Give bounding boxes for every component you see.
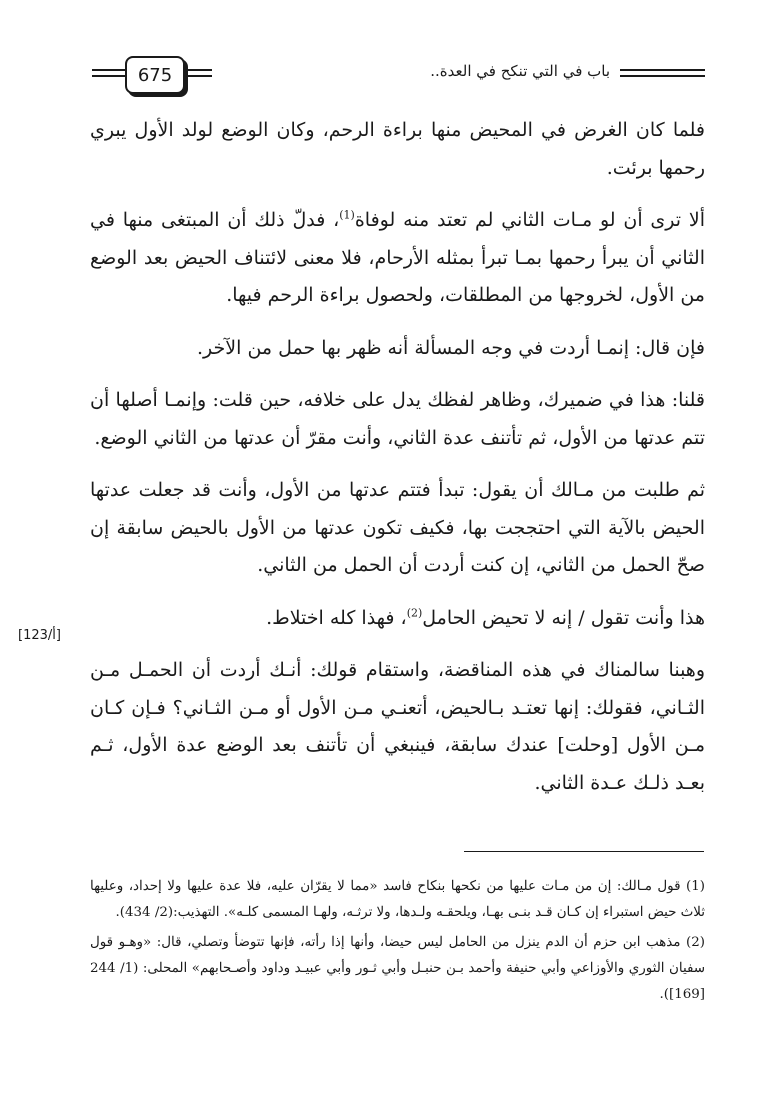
footnote-separator [464,851,704,852]
paragraph-text: هذا وأنت تقول / إنه لا تحيض الحامل [422,606,705,629]
footnote: (2) مذهب ابن حزم أن الدم ينزل من الحامل ليس حيضا، وأنها إذا رأته، فإنها تتوضأ وتصلي، قال: «وهـو قول سفيان الثوري والأوزاعي وأبي حنيفة وأحمد بـن حنبـل وأبي ثـور وأبي عبيـد وداود وأصـحابهم» المحلى: (1/ 244 [169]). [90,935,705,1002]
footnotes [90,874,705,1012]
footnote-marker-1[interactable]: (1) [339,208,355,222]
header-rule-right-top [620,69,705,71]
paragraph [90,382,705,457]
footnote: (1) قول مـالك: إن من مـات عليها من نكحها بنكاح فاسد «مما لا يقرّان عليه، فلا عدة عليها ولا إحداد، وعليها ثلاث حيض استبراء إن كـان قـد بنـى بهـا، ويلحقـه ولـدها، ولا ترثـه، ولهـا المسمى كلـه». التهذيب:(2/ 434). [90,879,705,920]
main-text [90,112,705,817]
paragraph-text: ، فهذا كله اختلاط. [266,606,407,629]
paragraph [90,112,705,187]
paragraph-text: فلما كان الغرض في المحيض منها براءة الرحم، وكان الوضع لولد الأول يبري رحمها برئت. [90,119,705,179]
running-title: باب في التي تنكح في العدة.. [430,62,610,80]
footnote-marker-2[interactable]: (2) [406,606,423,620]
paragraph-text: فإن قال: إنمـا أردت في وجه المسألة أنه ظهر بها حمل من الآخر. [197,336,705,359]
paragraph-text: قلنا: هذا في ضميرك، وظاهر لفظك يدل على خلافه، حين قلت: وإنمـا أصلها أن تتم عدتها من الأول، ثم تأتنف عدة الثاني، وأنت مقرّ أن عدتها من الثاني الوضع. [90,389,705,449]
paragraph [90,652,705,802]
paragraph [90,202,705,315]
page-number: 675 [125,56,185,94]
paragraph [90,600,705,638]
paragraph-text: ألا ترى أن لو مـات الثاني لم تعتد منه لوفاة [354,209,705,231]
paragraph [90,472,705,585]
paragraph-text: ثم طلبت من مـالك أن يقول: تبدأ فتتم عدتها من الأول، وأنت قد جعلت عدتها الحيض بالآية التي احتججت بها، فكيف تكون عدتها من الأول بالحيض سابقة إن صحّ الحمل من الثاني، إن كنت أردت أن الحمل من الثاني. [90,479,705,576]
manuscript-folio-ref: [123/أ] [18,628,61,643]
paragraph-text: وهبنا سالمناك في هذه المناقضة، واستقام قولك: أنـك أردت أن الحمـل مـن الثـاني، فقولك: إنها تعتـد بـالحيض، أتعنـي مـن الأول أو مـن الثـاني؟ فـإن كـان مـن الأول [وحلت] عندك سابقة، فينبغي أن تأتنف بعد الوضع عدة الأول، ثـم بعـد ذلـك عـدة الثاني. [90,659,705,794]
paragraph [90,330,705,368]
paragraph-text: ، فدلّ ذلك أن المبتغى منها في الثاني أن يبرأ رحمها بمـا تبرأ بمثله الأرحام، فلا معنى لائتناف الحيض بعد الوضع من الأول، لخروجها من المطلقات، ولحصول براءة الرحم فيها. [90,209,705,306]
header-rule-right-bottom [620,75,705,77]
